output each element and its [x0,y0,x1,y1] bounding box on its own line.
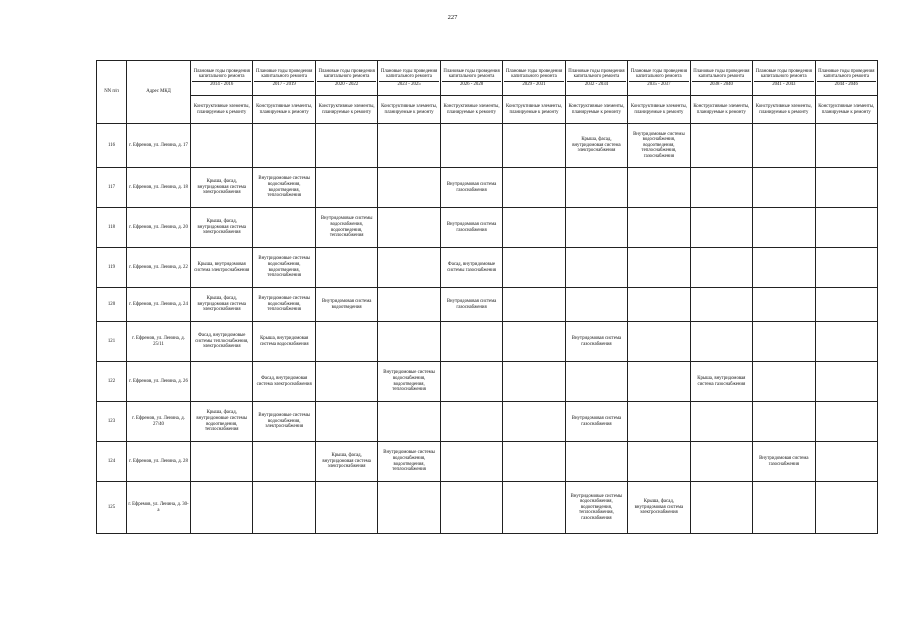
page-number: 227 [447,14,458,21]
row-number: 118 [97,208,127,248]
row-cell-3 [378,482,440,534]
period-label: Плановые годы проведения капитального ремонта [505,68,563,80]
row-cell-1 [253,208,315,248]
row-cell-1: Внутридомовые системы водоснабжения, водоотведения, теплоснабжения [253,168,315,208]
row-cell-6 [565,168,627,208]
table-row [97,288,878,322]
row-address: г. Ефремов, ул. Ленина, д. 18 [127,168,191,208]
row-cell-6: Внутридомовая система газоснабжения [565,402,627,442]
table-row [97,322,878,362]
row-cell-1: Внутридомовые системы водоснабжения, водоотведения, теплоснабжения [253,248,315,288]
row-cell-8 [690,288,752,322]
row-cell-3 [378,322,440,362]
period-range: 2026 - 2028 [442,81,501,88]
row-number: 117 [97,168,127,208]
header-elements-5: Конструктивные элементы, планируемые к ремонту [503,96,565,124]
row-cell-2: Внутридомовая система водоотведения [315,288,377,322]
row-number: 125 [97,482,127,534]
period-label: Плановые годы проведения капитального ремонта [193,68,250,80]
row-cell-10 [815,248,877,288]
header-row-elements [97,96,878,124]
row-cell-0 [191,124,253,168]
row-cell-6 [565,442,627,482]
row-cell-5 [503,322,565,362]
row-address: г. Ефремов, ул. Ленина, д. 28 [127,442,191,482]
row-cell-4 [440,362,502,402]
row-number: 122 [97,362,127,402]
row-cell-4: Фасад, внутридомовые системы газоснабжения [440,248,502,288]
row-cell-8 [690,482,752,534]
period-range: 2020 - 2022 [317,81,376,88]
period-label: Плановые годы проведения капитального ремонта [818,68,875,80]
header-period-6 [565,61,627,96]
row-cell-5 [503,442,565,482]
row-cell-1 [253,482,315,534]
period-label: Плановые годы проведения капитального ремонта [568,68,625,80]
row-cell-2: Внутридомовые системы водоснабжения, водоотведения, теплоснабжения [315,208,377,248]
row-cell-9 [753,482,815,534]
row-cell-9 [753,248,815,288]
row-cell-3: Внутридомовые системы водоснабжения, водоотведения, теплоснабжения [378,362,440,402]
row-cell-8: Крыша, внутридомовая система газоснабжения [690,362,752,402]
header-period-3 [378,61,440,96]
row-cell-9 [753,208,815,248]
header-period-5 [503,61,565,96]
row-cell-0: Крыша, фасад, внутридомовая система электроснабжения [191,168,253,208]
row-cell-10 [815,168,877,208]
row-cell-1 [253,442,315,482]
row-cell-2 [315,402,377,442]
row-cell-0: Фасад, внутридомовые системы теплоснабжения, электроснабжения [191,322,253,362]
row-cell-0: Крыша, фасад, внутридомовая система электроснабжения [191,288,253,322]
row-cell-3 [378,288,440,322]
row-cell-2 [315,124,377,168]
header-row-periods [97,61,878,96]
row-address: г. Ефремов, ул. Ленина, д. 30-а [127,482,191,534]
row-cell-9 [753,322,815,362]
table-row [97,402,878,442]
row-cell-4: Внутридомовая система газоснабжения [440,288,502,322]
row-number: 121 [97,322,127,362]
row-cell-3: Внутридомовые системы водоснабжения, водоотведения, теплоснабжения [378,442,440,482]
row-cell-9 [753,288,815,322]
period-label: Плановые годы проведения капитального ремонта [318,68,375,80]
period-range: 2032 - 2034 [567,81,626,88]
period-range: 2017 - 2019 [254,81,313,88]
row-cell-7 [628,288,690,322]
row-cell-6 [565,362,627,402]
row-address: г. Ефремов, ул. Ленина, д. 22 [127,248,191,288]
row-cell-7 [628,362,690,402]
row-number: 120 [97,288,127,322]
header-elements-10: Конструктивные элементы, планируемые к ремонту [815,96,877,124]
row-cell-0 [191,442,253,482]
row-cell-7 [628,402,690,442]
row-cell-6 [565,248,627,288]
row-cell-9 [753,168,815,208]
table-row [97,208,878,248]
row-cell-8 [690,402,752,442]
row-cell-2 [315,482,377,534]
row-address: г. Ефремов, ул. Ленина, д. 25/11 [127,322,191,362]
header-elements-0: Конструктивные элементы, планируемые к ремонту [191,96,253,124]
header-period-1 [253,61,315,96]
row-address: г. Ефремов, ул. Ленина, д. 24 [127,288,191,322]
row-cell-8 [690,248,752,288]
row-cell-1: Крыша, внутридомовая система водоснабжения [253,322,315,362]
period-range: 2014 - 2016 [192,81,251,88]
row-cell-4 [440,124,502,168]
row-cell-9: Внутридомовая система газоснабжения [753,442,815,482]
row-cell-5 [503,168,565,208]
table-row [97,168,878,208]
row-cell-3 [378,168,440,208]
row-cell-4: Внутридомовая система газоснабжения [440,168,502,208]
row-cell-9 [753,402,815,442]
period-label: Плановые годы проведения капитального ремонта [630,68,688,80]
row-address: г. Ефремов, ул. Ленина, д. 20 [127,208,191,248]
period-range: 2041 - 2043 [754,81,813,88]
row-cell-9 [753,124,815,168]
header-period-0 [191,61,253,96]
row-cell-0 [191,482,253,534]
row-cell-0: Крыша, фасад, внутридомовая система электроснабжения [191,208,253,248]
row-cell-0: Крыша, внутридомовая система электроснабжения [191,248,253,288]
header-period-7 [628,61,690,96]
row-cell-1 [253,124,315,168]
header-period-4 [440,61,502,96]
period-label: Плановые годы проведения капитального ремонта [755,68,812,80]
row-cell-8 [690,322,752,362]
row-cell-10 [815,124,877,168]
row-cell-4 [440,402,502,442]
period-range: 2044 - 2046 [817,81,876,88]
row-cell-5 [503,124,565,168]
row-cell-2 [315,168,377,208]
row-cell-3 [378,208,440,248]
period-range: 2023 - 2025 [379,81,438,88]
row-cell-5 [503,362,565,402]
row-cell-8 [690,208,752,248]
row-cell-8 [690,168,752,208]
row-cell-7 [628,168,690,208]
row-cell-5 [503,402,565,442]
row-cell-10 [815,402,877,442]
row-cell-1: Фасад, внутридомовая система электроснабжения [253,362,315,402]
header-elements-3: Конструктивные элементы, планируемые к ремонту [378,96,440,124]
period-range: 2038 - 2040 [692,81,751,88]
row-cell-4 [440,442,502,482]
row-cell-2 [315,322,377,362]
header-elements-9: Конструктивные элементы, планируемые к ремонту [753,96,815,124]
header-period-8 [690,61,752,96]
row-cell-7 [628,322,690,362]
repair-schedule-table [96,60,878,534]
row-cell-0: Крыша, фасад, внутридомовые системы водоотведения, теплоснабжения [191,402,253,442]
row-cell-4 [440,322,502,362]
period-label: Плановые годы проведения капитального ремонта [693,68,750,80]
row-address: г. Ефремов, ул. Ленина, д. 27/40 [127,402,191,442]
row-cell-6: Внутридомовые системы водоснабжения, водоотведения, теплоснабжения, газоснабжения [565,482,627,534]
row-cell-10 [815,208,877,248]
period-label: Плановые годы проведения капитального ремонта [443,68,500,80]
row-cell-10 [815,482,877,534]
header-elements-1: Конструктивные элементы, планируемые к ремонту [253,96,315,124]
row-address: г. Ефремов, ул. Ленина, д. 17 [127,124,191,168]
row-number: 123 [97,402,127,442]
period-range: 2035 - 2037 [629,81,688,88]
header-period-2 [315,61,377,96]
header-elements-7: Конструктивные элементы, планируемые к ремонту [628,96,690,124]
period-label: Плановые годы проведения капитального ремонта [256,68,313,80]
row-cell-2 [315,248,377,288]
row-cell-2 [315,362,377,402]
row-cell-6: Крыша, фасад, внутридомовая система электроснабжения [565,124,627,168]
row-cell-5 [503,208,565,248]
row-number: 116 [97,124,127,168]
row-cell-3 [378,124,440,168]
row-cell-1: Внутридомовые системы водоснабжения, теплоснабжения [253,288,315,322]
row-number: 119 [97,248,127,288]
period-range: 2029 - 2031 [504,81,563,88]
table-row [97,442,878,482]
row-cell-8 [690,442,752,482]
row-cell-5 [503,288,565,322]
table-row [97,124,878,168]
row-cell-1: Внутридомовые системы водоснабжения, электроснабжения [253,402,315,442]
row-cell-5 [503,248,565,288]
table-row [97,362,878,402]
row-cell-3 [378,248,440,288]
header-elements-6: Конструктивные элементы, планируемые к ремонту [565,96,627,124]
row-address: г. Ефремов, ул. Ленина, д. 26 [127,362,191,402]
row-cell-4: Внутридомовая система газоснабжения [440,208,502,248]
row-cell-7 [628,248,690,288]
row-cell-10 [815,322,877,362]
row-cell-6: Внутридомовая система газоснабжения [565,322,627,362]
header-elements-8: Конструктивные элементы, планируемые к ремонту [690,96,752,124]
row-cell-10 [815,288,877,322]
header-elements-4: Конструктивные элементы, планируемые к ремонту [440,96,502,124]
row-cell-9 [753,362,815,402]
row-cell-7: Крыша, фасад, внутридомовая система электроснабжения [628,482,690,534]
table-row [97,482,878,534]
row-cell-6 [565,208,627,248]
row-cell-5 [503,482,565,534]
period-label: Плановые годы проведения капитального ремонта [380,68,438,80]
row-cell-3 [378,402,440,442]
row-cell-10 [815,442,877,482]
header-elements-2: Конструктивные элементы, планируемые к ремонту [315,96,377,124]
row-cell-4 [440,482,502,534]
header-period-9 [753,61,815,96]
table-row [97,248,878,288]
row-cell-6 [565,288,627,322]
row-cell-7: Внутридомовые системы водоснабжения, водоотведения, теплоснабжения, газоснабжения [628,124,690,168]
row-cell-7 [628,208,690,248]
row-cell-7 [628,442,690,482]
row-cell-0 [191,362,253,402]
header-num: NN п/п [97,61,127,124]
row-cell-8 [690,124,752,168]
header-address: Адрес МКД [127,61,191,124]
row-cell-2: Крыша, фасад, внутридомовая система электроснабжения [315,442,377,482]
row-cell-10 [815,362,877,402]
header-period-10 [815,61,877,96]
row-number: 124 [97,442,127,482]
